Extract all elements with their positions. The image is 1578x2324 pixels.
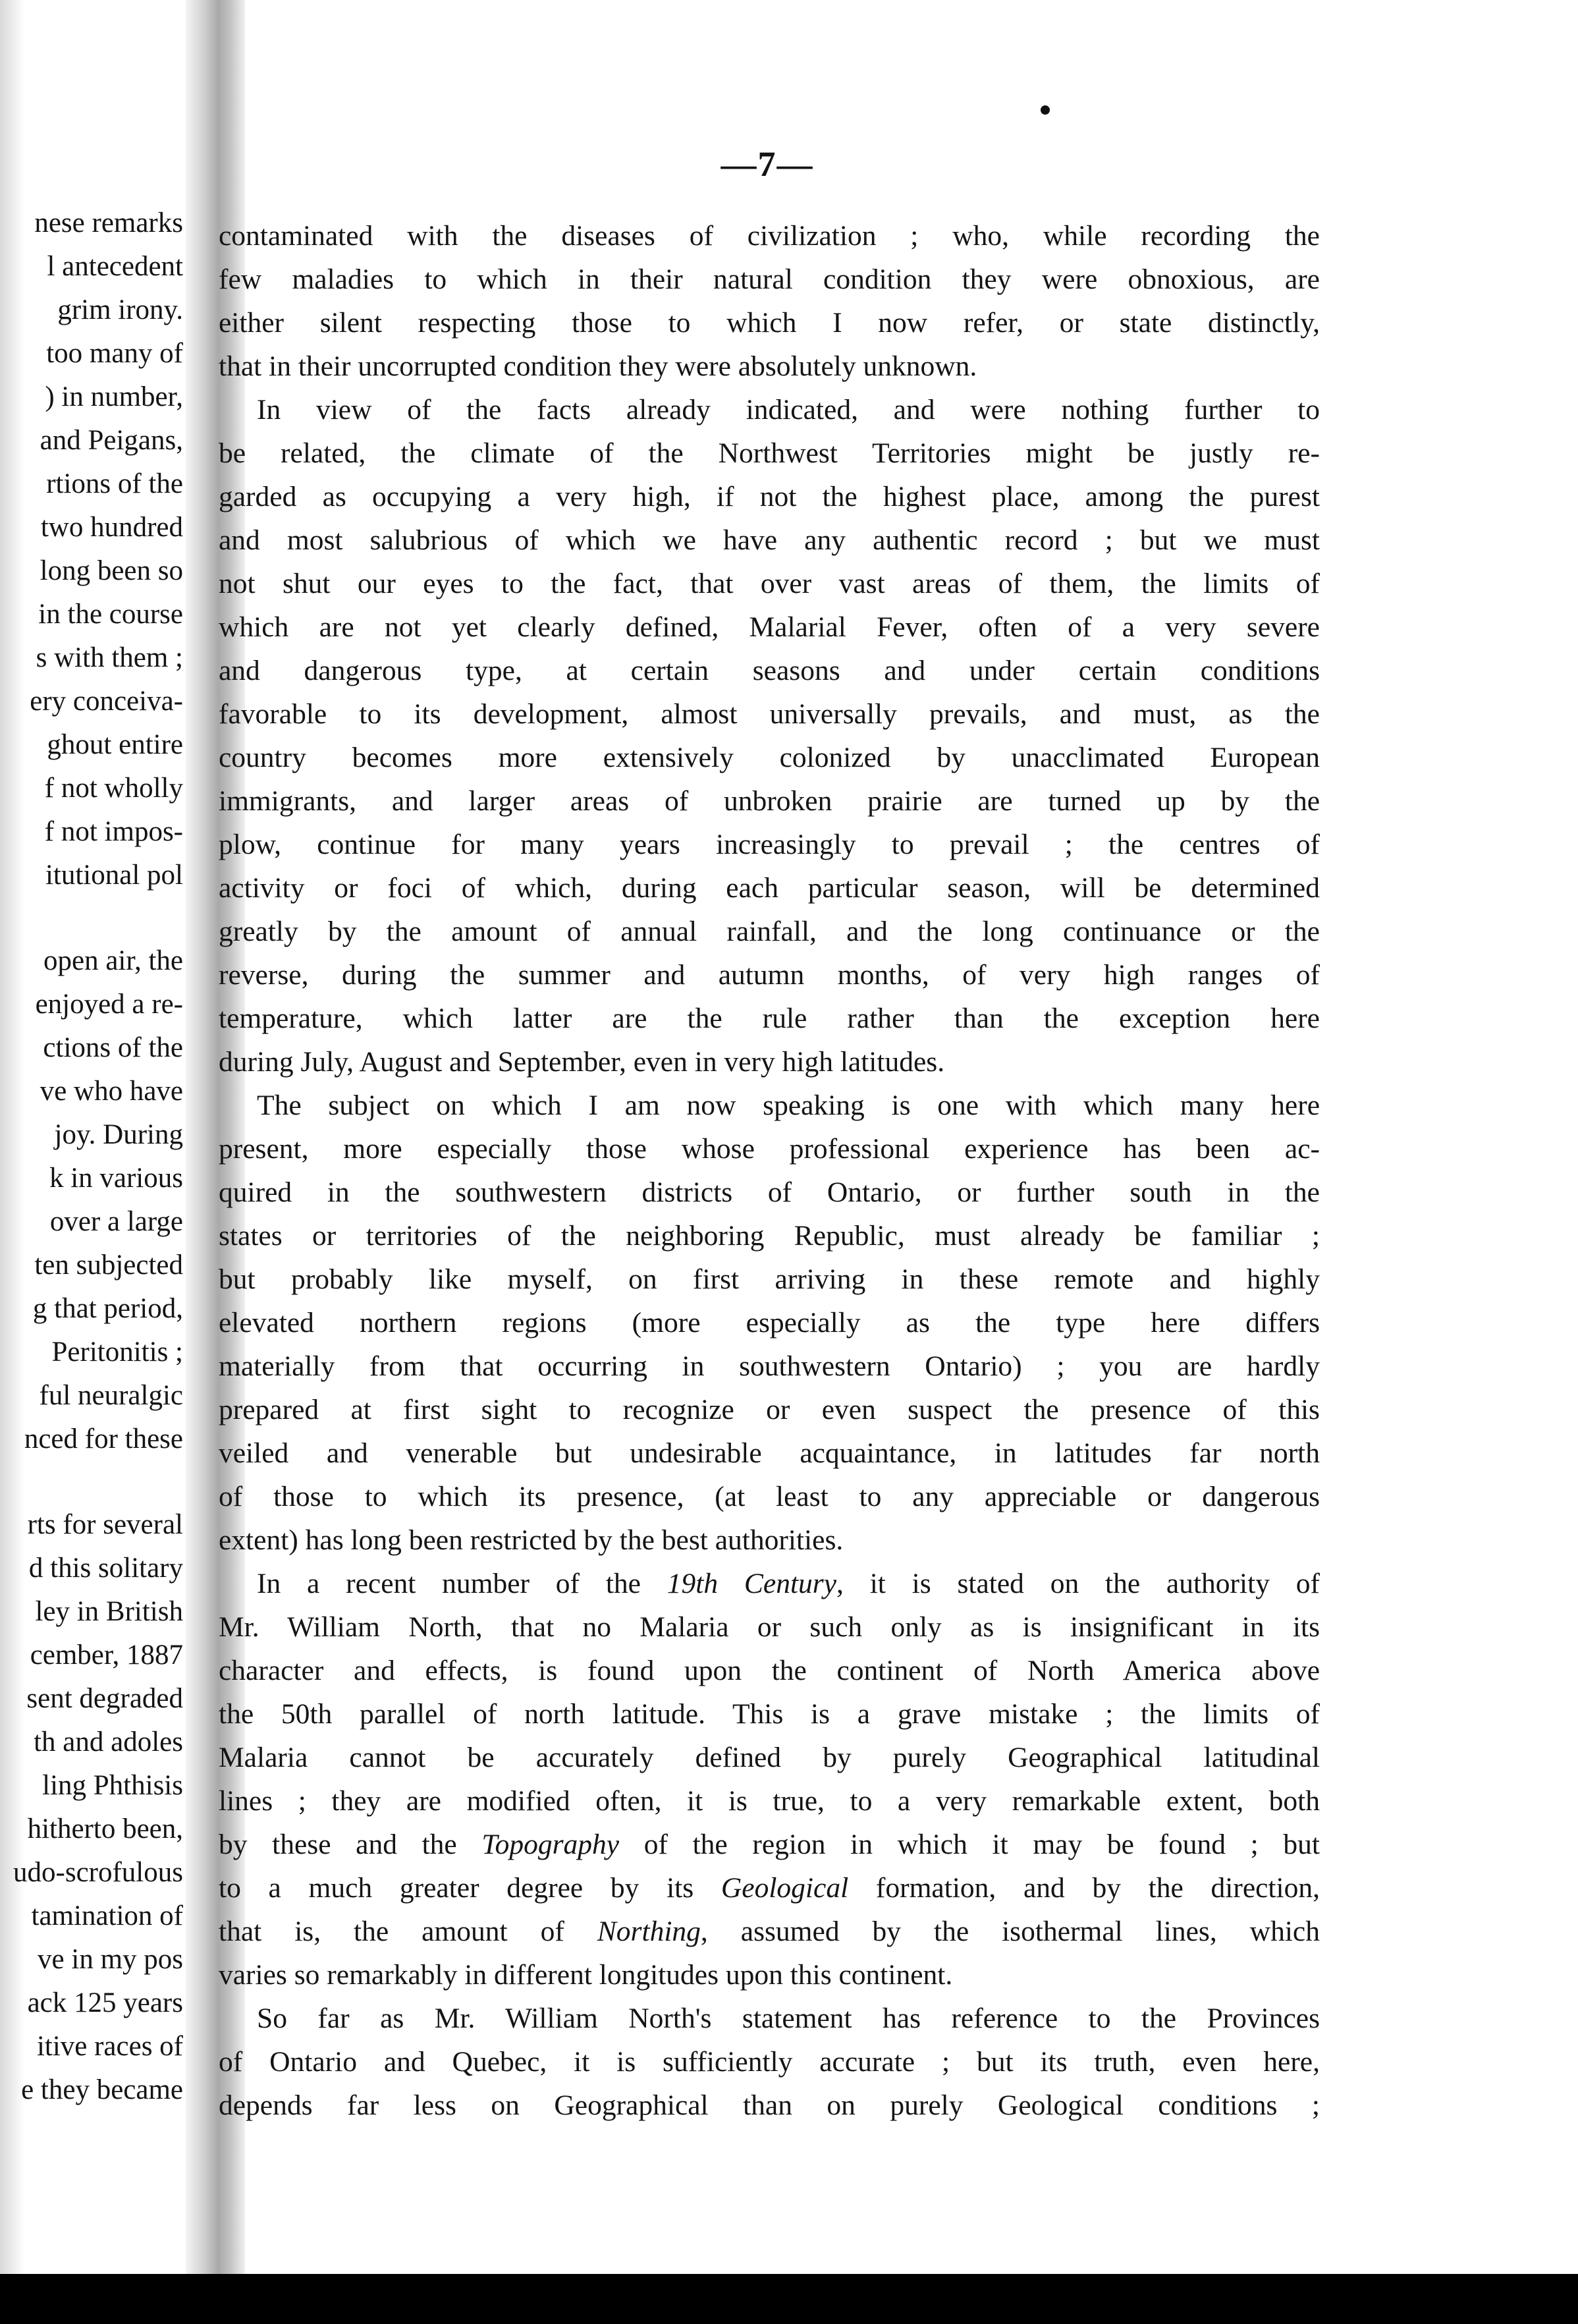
fragment-line: f not wholly bbox=[44, 773, 183, 804]
text-line: character and effects, is found upon the continent of North America above bbox=[219, 1655, 1320, 1686]
text-line: Mr. William North, that no Malaria or such only as is insignificant in its bbox=[219, 1611, 1320, 1643]
text-line: of those to which its presence, (at least to any appreciable or dangerous bbox=[219, 1481, 1320, 1512]
fragment-line: long been so bbox=[40, 555, 183, 586]
text-line: few maladies to which in their natural condition they were obnoxious, are bbox=[219, 263, 1320, 295]
text-line: greatly by the amount of annual rainfall, and the long continuance or the bbox=[219, 916, 1320, 947]
text-line: prepared at first sight to recognize or even suspect the presence of this bbox=[219, 1394, 1320, 1425]
text-line: states or territories of the neighboring Republic, must already be familiar ; bbox=[219, 1220, 1320, 1252]
fragment-line: and Peigans, bbox=[40, 425, 183, 456]
paragraph-start bbox=[257, 1563, 1320, 1605]
fragment-line: f not impos- bbox=[44, 816, 183, 847]
text-line: the 50th parallel of north latitude. This is a grave mistake ; the limits of bbox=[219, 1698, 1320, 1730]
text-line: be related, the climate of the Northwest Territories might be justly re- bbox=[219, 437, 1320, 469]
scan-bottom-border bbox=[0, 2274, 1578, 2324]
text-line: elevated northern regions (more especially as the type here differs bbox=[219, 1307, 1320, 1339]
text-run: In a recent number of the bbox=[257, 1568, 667, 1599]
text-line: of Ontario and Quebec, it is sufficiently accurate ; but its truth, even here, bbox=[219, 2046, 1320, 2078]
fragment-line: Peritonitis ; bbox=[51, 1337, 183, 1368]
text-line: country becomes more extensively colonized by unacclimated European bbox=[219, 742, 1320, 773]
fragment-line: nese remarks bbox=[34, 208, 183, 238]
paragraph-start: The subject on which I am now speaking is one with which many here bbox=[257, 1090, 1320, 1121]
text-line: contaminated with the diseases of civilization ; who, while recording the bbox=[219, 220, 1320, 252]
text-line bbox=[219, 1910, 1320, 1952]
fragment-line: rtions of the bbox=[46, 468, 183, 499]
text-line bbox=[219, 1823, 1320, 1866]
fragment-line: cember, 1887 bbox=[30, 1640, 183, 1671]
fragment-line: ctions of the bbox=[43, 1032, 183, 1063]
text-line: depends far less on Geographical than on purely Geological conditions ; bbox=[219, 2089, 1320, 2121]
italic-title: 19th Century bbox=[667, 1568, 837, 1599]
text-line: varies so remarkably in different longitudes upon this continent. bbox=[219, 1959, 953, 1991]
fragment-line: itive races of bbox=[36, 2031, 183, 2062]
fragment-line: ve who have bbox=[40, 1076, 183, 1107]
facing-page-fragment bbox=[0, 207, 183, 2117]
text-run: by these and the bbox=[219, 1829, 482, 1860]
fragment-line: joy. During bbox=[54, 1119, 183, 1150]
fragment-line: tamination of bbox=[31, 1900, 183, 1931]
fragment-line: rts for several bbox=[27, 1509, 183, 1540]
fragment-line: open air, the bbox=[43, 945, 183, 976]
fragment-line: ful neuralgic bbox=[39, 1380, 183, 1411]
text-line: quired in the southwestern districts of Ontario, or further south in the bbox=[219, 1176, 1320, 1208]
ink-dot bbox=[1041, 105, 1050, 115]
fragment-line: two hundred bbox=[40, 512, 183, 543]
fragment-line: over a large bbox=[49, 1206, 183, 1237]
text-line: extent) has long been restricted by the best authorities. bbox=[219, 1524, 844, 1556]
paragraph-start: So far as Mr. William North's statement has reference to the Provinces bbox=[257, 2003, 1320, 2034]
text-line: that in their uncorrupted condition they were absolutely unknown. bbox=[219, 350, 977, 382]
italic-term: Northing bbox=[597, 1916, 701, 1947]
text-line: materially from that occurring in southwestern Ontario) ; you are hardly bbox=[219, 1350, 1320, 1382]
fragment-line: ve in my pos bbox=[38, 1944, 183, 1975]
text-line: lines ; they are modified often, it is true, to a very remarkable extent, both bbox=[219, 1785, 1320, 1817]
italic-term: Geological bbox=[721, 1872, 849, 1904]
fragment-line: enjoyed a re- bbox=[35, 989, 183, 1020]
fragment-line: ) in number, bbox=[45, 381, 183, 412]
text-run: that is, the amount of bbox=[219, 1916, 597, 1947]
fragment-line: s with them ; bbox=[36, 642, 183, 673]
fragment-line: l antecedent bbox=[47, 251, 183, 282]
paragraph-start: In view of the facts already indicated, and were nothing further to bbox=[257, 394, 1320, 426]
text-line: veiled and venerable but undesirable acquaintance, in latitudes far north bbox=[219, 1437, 1320, 1469]
fragment-line: th and adoles bbox=[34, 1727, 183, 1757]
fragment-line: nced for these bbox=[24, 1424, 183, 1454]
fragment-line: ling Phthisis bbox=[42, 1770, 183, 1801]
text-line: plow, continue for many years increasingly to prevail ; the centres of bbox=[219, 829, 1320, 860]
text-line: during July, August and September, even in very high latitudes. bbox=[219, 1046, 945, 1078]
text-line: and most salubrious of which we have any authentic record ; but we must bbox=[219, 524, 1320, 556]
text-line: not shut our eyes to the fact, that over vast areas of them, the limits of bbox=[219, 568, 1320, 599]
fragment-line: ery conceiva- bbox=[30, 686, 183, 717]
fragment-line: g that period, bbox=[32, 1293, 183, 1324]
text-line: and dangerous type, at certain seasons and under certain conditions bbox=[219, 655, 1320, 686]
fragment-line: itutional pol bbox=[45, 860, 183, 891]
text-line bbox=[219, 1867, 1320, 1909]
text-line: either silent respecting those to which I now refer, or state distinctly, bbox=[219, 307, 1320, 339]
fragment-line: sent degraded bbox=[26, 1683, 183, 1714]
fragment-line: too many of bbox=[46, 338, 183, 369]
text-line: which are not yet clearly defined, Malarial Fever, often of a very severe bbox=[219, 611, 1320, 643]
fragment-line: udo-scrofulous bbox=[13, 1857, 183, 1888]
fragment-line: d this solitary bbox=[28, 1553, 183, 1584]
text-run: formation, and by the direction, bbox=[848, 1872, 1320, 1904]
fragment-line: ley in British bbox=[35, 1596, 183, 1627]
page-number: —7— bbox=[721, 144, 814, 184]
fragment-line: ack 125 years bbox=[27, 1987, 183, 2018]
text-run: , assumed by the isothermal lines, which bbox=[700, 1916, 1320, 1947]
text-line: activity or foci of which, during each particular season, will be determined bbox=[219, 872, 1320, 904]
text-line: but probably like myself, on first arriving in these remote and highly bbox=[219, 1263, 1320, 1295]
fragment-line: e they became bbox=[21, 2074, 183, 2105]
text-run: of the region in which it may be found ; but bbox=[619, 1829, 1320, 1860]
text-line: Malaria cannot be accurately defined by purely Geographical latitudinal bbox=[219, 1742, 1320, 1773]
fragment-line: grim irony. bbox=[57, 294, 183, 325]
fragment-line: hitherto been, bbox=[27, 1813, 183, 1844]
fragment-line: k in various bbox=[49, 1163, 183, 1194]
text-line: temperature, which latter are the rule rather than the exception here bbox=[219, 1003, 1320, 1034]
fragment-line: ten subjected bbox=[34, 1250, 183, 1281]
text-line: favorable to its development, almost universally prevails, and must, as the bbox=[219, 698, 1320, 730]
text-run: to a much greater degree by its bbox=[219, 1872, 721, 1904]
italic-term: Topography bbox=[481, 1829, 620, 1860]
fragment-line: ghout entire bbox=[47, 729, 183, 760]
text-line: garded as occupying a very high, if not the highest place, among the purest bbox=[219, 481, 1320, 512]
text-line: reverse, during the summer and autumn months, of very high ranges of bbox=[219, 959, 1320, 991]
text-run: , it is stated on the authority of bbox=[836, 1568, 1320, 1599]
text-line: present, more especially those whose professional experience has been ac- bbox=[219, 1133, 1320, 1165]
fragment-line: in the course bbox=[38, 599, 183, 630]
text-line: immigrants, and larger areas of unbroken prairie are turned up by the bbox=[219, 785, 1320, 817]
